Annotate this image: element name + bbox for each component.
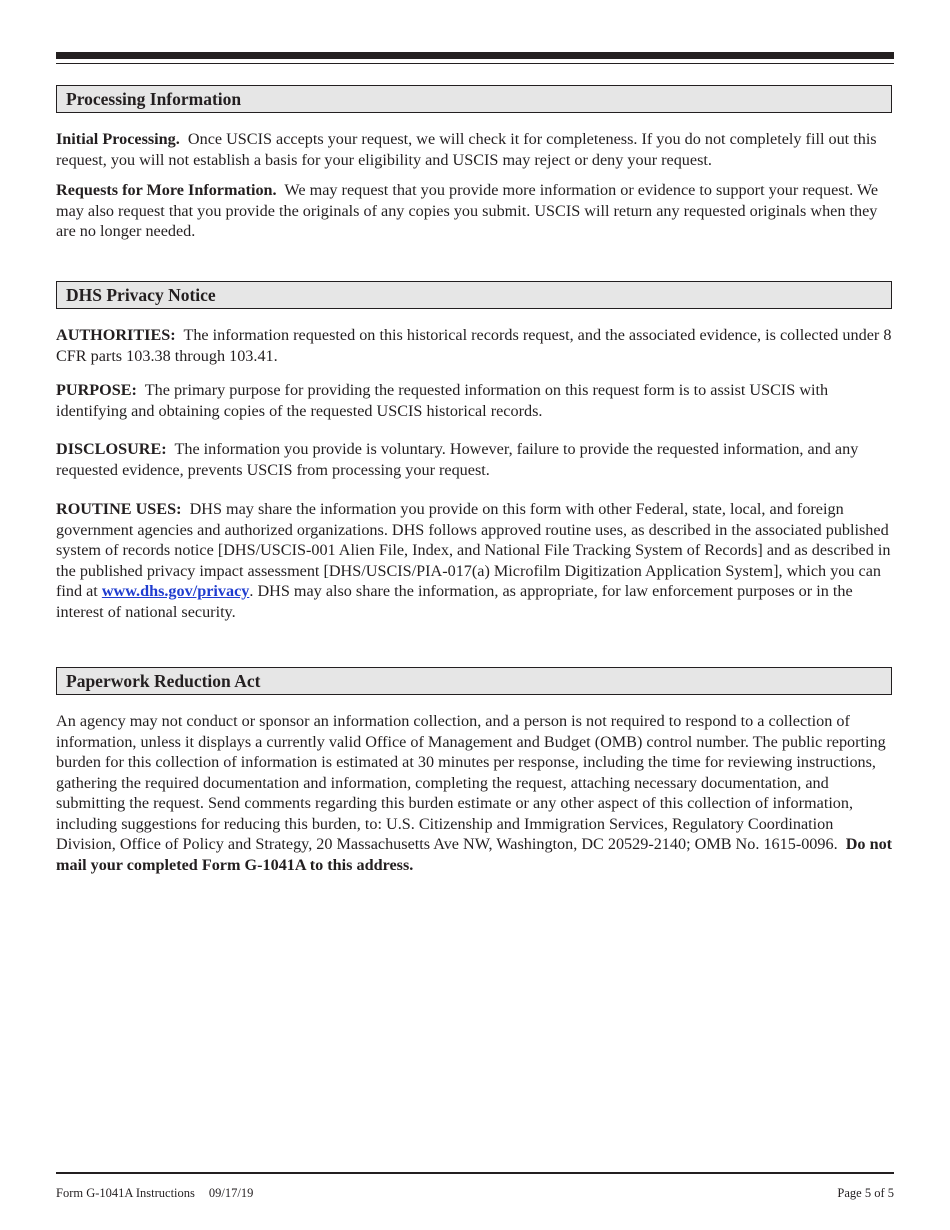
routine-uses-label: ROUTINE USES: bbox=[56, 500, 182, 518]
disclosure-label: DISCLOSURE: bbox=[56, 440, 167, 458]
dhs-privacy-notice-header bbox=[56, 281, 892, 309]
dhs-privacy-notice-title: DHS Privacy Notice bbox=[66, 284, 216, 305]
footer-form-name: Form G-1041A Instructions bbox=[56, 1186, 195, 1200]
authorities-label: AUTHORITIES: bbox=[56, 326, 176, 344]
purpose-text: The primary purpose for providing the requested information on this request form is to assist USCIS with identifying and obtaining copies of the requested USCIS historical records. bbox=[56, 381, 829, 420]
requests-for-more-information-label: Requests for More Information. bbox=[56, 181, 277, 199]
paperwork-reduction-act-title: Paperwork Reduction Act bbox=[66, 670, 261, 691]
disclosure-text: The information you provide is voluntary. However, failure to provide the requested information, and any requested evidence, prevents USCIS from processing your request. bbox=[56, 440, 859, 479]
processing-information-title: Processing Information bbox=[66, 88, 242, 109]
footer-rule bbox=[56, 1172, 894, 1174]
paperwork-reduction-act-header bbox=[56, 667, 892, 695]
top-rule-thick bbox=[56, 52, 894, 59]
requests-for-more-information-text: We may request that you provide more information or evidence to support your request. We may also request that you provide the originals of any copies you submit. USCIS will return any requested originals when they are no longer needed. bbox=[56, 181, 879, 240]
footer-form-info bbox=[56, 1186, 253, 1201]
routine-uses-text-after: . DHS may also share the information, as appropriate, for law enforcement purposes or in the interest of national security. bbox=[56, 582, 853, 621]
authorities-paragraph bbox=[56, 325, 896, 366]
purpose-paragraph bbox=[56, 380, 896, 421]
paperwork-reduction-act-text: An agency may not conduct or sponsor an information collection, and a person is not required to respond to a collection of information, unless it displays a currently valid Office of Management and Budget (OMB) control number. The public reporting burden for this collection of information is estimated at 30 minutes per response, including the time for reviewing instructions, gathering the required documentation and information, completing the request, attaching necessary documentation, and submitting the request. Send comments regarding this burden estimate or any other aspect of this collection of information, including suggestions for reducing this burden, to: U.S. Citizenship and Immigration Services, Regulatory Coordination Division, Office of Policy and Strategy, 20 Massachusetts Ave NW, Washington, DC 20529-2140; OMB No. 1615-0096. bbox=[56, 712, 886, 853]
initial-processing-paragraph bbox=[56, 129, 896, 170]
footer-date: 09/17/19 bbox=[208, 1186, 254, 1200]
paperwork-reduction-act-paragraph bbox=[56, 711, 896, 875]
authorities-text: The information requested on this historical records request, and the associated evidence, is collected under 8 CFR parts 103.38 through 103.41. bbox=[56, 326, 892, 365]
requests-for-more-information-paragraph bbox=[56, 180, 896, 242]
dhs-privacy-link[interactable]: www.dhs.gov/privacy bbox=[101, 582, 250, 600]
footer-page-number: Page 5 of 5 bbox=[837, 1186, 894, 1200]
paperwork-closing-notice: Do not mail your completed Form G-1041A to this address. bbox=[56, 835, 893, 874]
routine-uses-text-before: DHS may share the information you provide on this form with other Federal, state, local, and foreign government agencies and authorized organizations. DHS follows approved routine uses, as described in the associated published system of records notice [DHS/USCIS-001 Alien File, Index, and National File Tracking System of Records] and as described in the published privacy impact assessment [DHS/USCIS/PIA-017(a) Microfilm Digitization Application System], which you can find at bbox=[56, 500, 891, 600]
processing-information-header bbox=[56, 85, 892, 113]
routine-uses-paragraph bbox=[56, 499, 896, 622]
top-rule-thin bbox=[56, 63, 894, 64]
purpose-label: PURPOSE: bbox=[56, 381, 137, 399]
initial-processing-text: Once USCIS accepts your request, we will check it for completeness. If you do not completely fill out this request, you will not establish a basis for your eligibility and USCIS may reject or deny your request. bbox=[56, 130, 877, 169]
initial-processing-label: Initial Processing. bbox=[56, 130, 180, 148]
disclosure-paragraph bbox=[56, 439, 896, 480]
